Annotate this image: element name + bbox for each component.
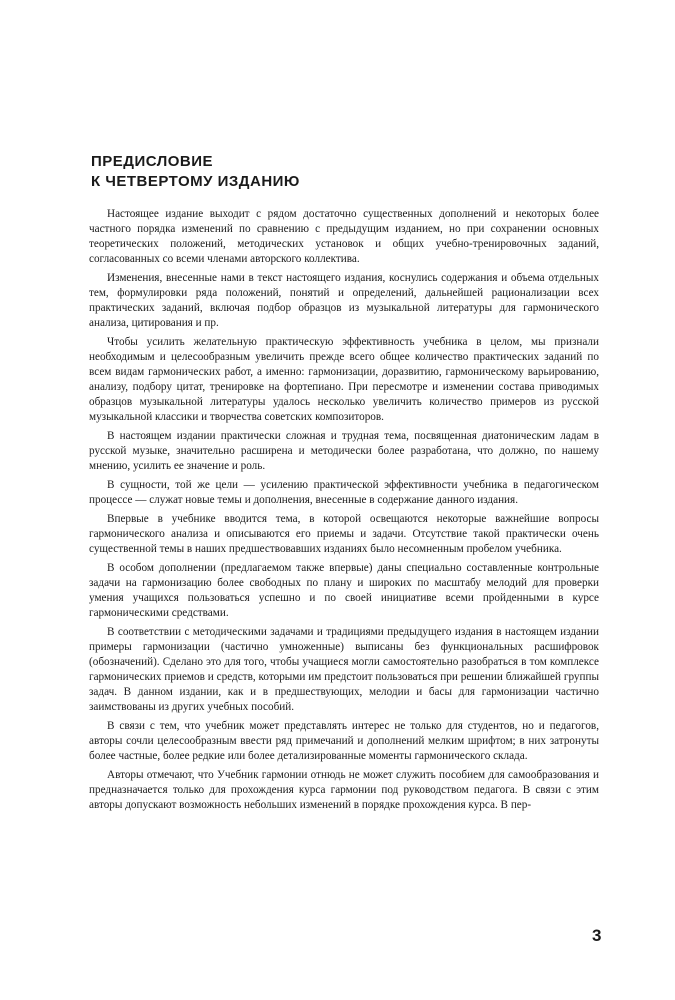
- paragraph-1: Настоящее издание выходит с рядом достаточно существенных дополнений и некоторых более частного порядка изменений по сравнению с предыдущим изданием, но при сохранении основных теоретических положений, методических установок и общих учебно-тренировочных заданий, согласованных со всеми членами авторского коллектива.: [89, 208, 599, 265]
- title-line-1: ПРЕДИСЛОВИЕ: [91, 153, 214, 170]
- paragraph-7: В особом дополнении (предлагаемом также впервые) даны специально составленные контрольные задачи на гармонизацию более свободных по плану и широких по масштабу мелодий для проверки умения учащихся пользоваться успешно и по своей инициативе всеми пройденными в курсе гармоническими средствами.: [89, 562, 599, 619]
- paragraph-4: В настоящем издании практически сложная и трудная тема, посвященная диатоническим ладам в русской музыке, значительно расширена и методически более разработана, что должно, по нашему мнению, усилить ее значение и роль.: [89, 430, 599, 472]
- page-number: 3: [592, 926, 602, 945]
- paragraph-8: В соответствии с методическими задачами и традициями предыдущего издания в настоящем издании примеры гармонизации (частично умноженные) выписаны без функциональных расшифровок (обозначений). Сделано это для того, чтобы учащиеся могли самостоятельно разобраться в том комплексе гармонических приемов и средств, которыми им предстоит пользоваться при решении ближайшей группы задач. В данном издании, как и в предшествующих, мелодии и басы для гармонизации частично заимствованы из других учебных пособий.: [89, 626, 599, 713]
- paragraph-10: Авторы отмечают, что Учебник гармонии отнюдь не может служить пособием для самообразования и предназначается только для прохождения курса гармонии под руководством педагога. В связи с этим авторы допускают возможность небольших изменений в порядке прохождения курса. В пер-: [89, 769, 599, 811]
- paragraph-5: В сущности, той же цели — усилению практической эффективности учебника в педагогическом процессе — служат новые темы и дополнения, внесенные в содержание данного издания.: [89, 479, 599, 506]
- body-text: [89, 207, 599, 817]
- page-title: [91, 152, 300, 192]
- title-line-2: К ЧЕТВЕРТОМУ ИЗДАНИЮ: [91, 173, 300, 190]
- paragraph-9: В связи с тем, что учебник может представлять интерес не только для студентов, но и педагогов, авторы сочли целесообразным ввести ряд примечаний и дополнений мелким шрифтом; в них затронуты более частные, более редкие или более детализированные моменты гармонического склада.: [89, 720, 599, 762]
- paragraph-6: Впервые в учебнике вводится тема, в которой освещаются некоторые важнейшие вопросы гармонического анализа и описываются его приемы и задачи. Отсутствие такой практически очень существенной темы в наших предшествовавших изданиях было несомненным пробелом учебника.: [89, 513, 599, 555]
- paragraph-2: Изменения, внесенные нами в текст настоящего издания, коснулись содержания и объема отдельных тем, формулировки ряда положений, понятий и определений, дальнейшей рационализации всех практических заданий, включая подбор образцов из музыкальной литературы для гармонического анализа, цитирования и пр.: [89, 272, 599, 329]
- paragraph-3: Чтобы усилить желательную практическую эффективность учебника в целом, мы признали необходимым и целесообразным увеличить прежде всего общее количество практических заданий по всем видам гармонических работ, а именно: гармонизации, доразвитию, гармоническому варьированию, анализу, подбору цитат, тренировке на фортепиано. При пересмотре и изменении состава приводимых образцов музыкальной литературы удалось несколько увеличить количество примеров из русской музыкальной классики и творчества советских композиторов.: [89, 336, 599, 423]
